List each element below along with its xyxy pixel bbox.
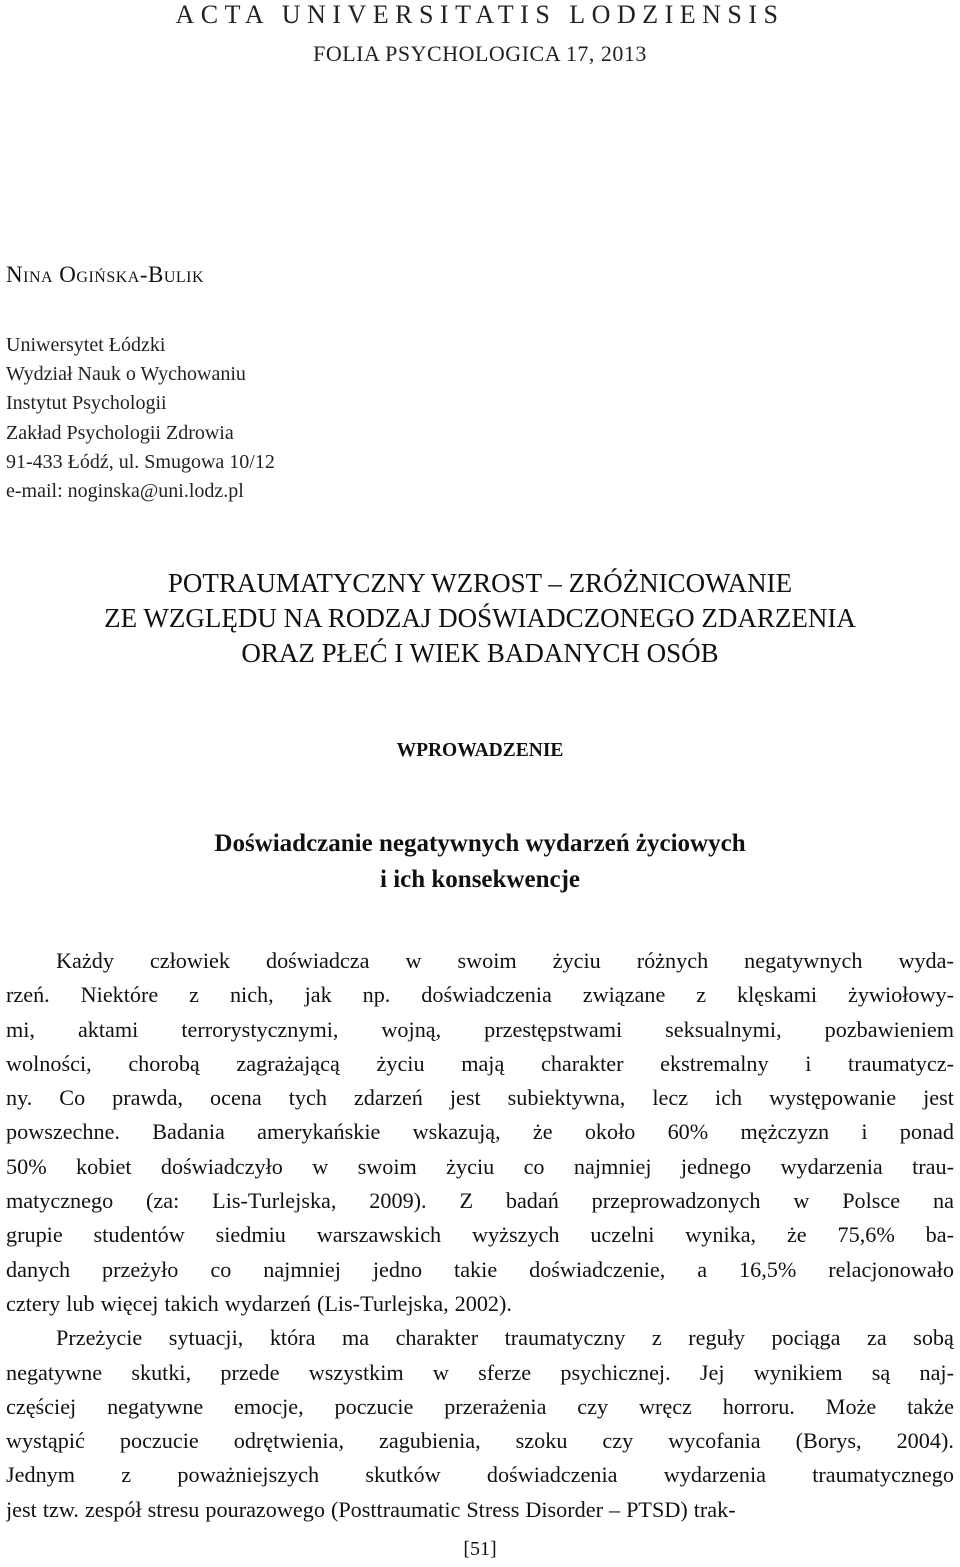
body-line: Przeżycie sytuacji, która ma charakter traumatyczny z reguły pociąga za sobą xyxy=(56,1325,954,1351)
body-text xyxy=(6,944,954,1527)
section-heading: WPROWADZENIE xyxy=(396,740,564,761)
affiliation-line: Instytut Psychologii xyxy=(6,392,167,415)
body-line: powszechne. Badania amerykańskie wskazują, że około 60% mężczyzn i ponad xyxy=(6,1119,954,1145)
body-line: grupie studentów siedmiu warszawskich wyższych uczelni wynika, że 75,6% ba- xyxy=(6,1222,954,1248)
subsection-line: Doświadczanie negatywnych wydarzeń życiowych xyxy=(214,830,746,857)
affiliation-line: Wydział Nauk o Wychowaniu xyxy=(6,363,246,386)
article-title xyxy=(0,566,960,671)
title-line: ZE WZGLĘDU NA RODZAJ DOŚWIADCZONEGO ZDARZENIA xyxy=(104,603,856,633)
journal-name: ACTA UNIVERSITATIS LODZIENSIS xyxy=(175,0,785,29)
page-number: [51] xyxy=(463,1538,497,1560)
body-line: cztery lub więcej takich wydarzeń (Lis-Turlejska, 2002). xyxy=(6,1290,512,1316)
body-line: negatywne skutki, przede wszystkim w sferze psychicznej. Jej wynikiem są naj- xyxy=(6,1359,954,1385)
body-line: mi, aktami terrorystycznymi, wojną, przestępstwami seksualnymi, pozbawieniem xyxy=(6,1016,954,1042)
affiliation-line: 91-433 Łódź, ul. Smugowa 10/12 xyxy=(6,450,275,473)
body-line: danych przeżyło co najmniej jedno takie doświadczenie, a 16,5% relacjonowało xyxy=(6,1256,954,1282)
author-name: Nina Ogińska-Bulik xyxy=(6,262,205,287)
body-line: jest tzw. zespół stresu pourazowego (Posttraumatic Stress Disorder – PTSD) trak- xyxy=(6,1496,736,1522)
title-line: ORAZ PŁEĆ I WIEK BADANYCH OSÓB xyxy=(241,638,719,668)
journal-series: FOLIA PSYCHOLOGICA 17, 2013 xyxy=(313,41,647,66)
body-line: Każdy człowiek doświadcza w swoim życiu różnych negatywnych wyda- xyxy=(56,948,954,973)
affiliation-line: Uniwersytet Łódzki xyxy=(6,334,166,356)
body-line: częściej negatywne emocje, poczucie przerażenia czy wręcz horroru. Może także xyxy=(6,1393,954,1419)
title-line: POTRAUMATYCZNY WZROST – ZRÓŻNICOWANIE xyxy=(167,568,793,598)
body-line: Jednym z poważniejszych skutków doświadczenia wydarzenia traumatycznego xyxy=(6,1462,954,1488)
affiliation-line: Zakład Psychologii Zdrowia xyxy=(6,421,234,444)
body-line: ny. Co prawda, ocena tych zdarzeń jest subiektywna, lecz ich występowanie jest xyxy=(6,1085,954,1111)
subsection-line: i ich konsekwencje xyxy=(380,866,580,893)
body-line: rzeń. Niektóre z nich, jak np. doświadczenia związane z klęskami żywiołowy- xyxy=(6,982,954,1008)
body-line: wystąpić poczucie odrętwienia, zagubienia, szoku czy wycofania (Borys, 2004). xyxy=(6,1428,954,1454)
body-line: 50% kobiet doświadczyło w swoim życiu co najmniej jednego wydarzenia trau- xyxy=(6,1153,954,1179)
body-line: wolności, chorobą zagrażającą życiu mają charakter ekstremalny i traumatycz- xyxy=(6,1050,954,1076)
body-line: matycznego (za: Lis-Turlejska, 2009). Z badań przeprowadzonych w Polsce na xyxy=(6,1188,954,1214)
author-email[interactable]: e-mail: noginska@uni.lodz.pl xyxy=(6,480,244,503)
subsection-heading xyxy=(0,826,960,898)
author-affiliation xyxy=(6,331,275,506)
